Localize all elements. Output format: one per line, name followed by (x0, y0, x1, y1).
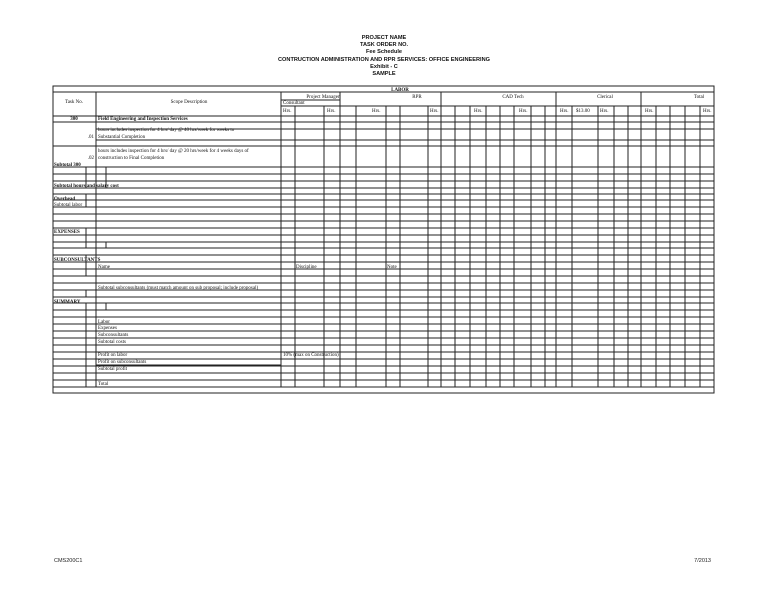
hrs-label: Hrs. (430, 109, 439, 114)
project-manager-header: Project Manager (306, 95, 340, 100)
hrs-label: Hrs. (645, 109, 654, 114)
profit-note: 10% (max on Construction) (283, 353, 339, 358)
item-01-number: .01 (87, 135, 94, 140)
sample-label: SAMPLE (372, 71, 396, 77)
task-300-number: 300 (70, 117, 78, 122)
hrs-label: Hrs. (474, 109, 483, 114)
labor-heading: LABOR (391, 88, 409, 93)
item-02-line1: hours includes inspection for 4 hrs/ day @ 20 hrs/week for 4 weeks days of (98, 149, 249, 154)
hrs-label: Hrs. (703, 109, 712, 114)
note-label: Note (387, 265, 397, 270)
subtotal-labor-label: Subtotal labor (54, 203, 83, 208)
summary-subtotal-costs: Subtotal costs (98, 340, 126, 345)
total-header: Total (693, 95, 705, 100)
summary-expenses: Expenses (98, 326, 117, 331)
item-02-number: .02 (87, 156, 94, 161)
item-02-line2: construction to Final Completion (98, 156, 165, 161)
summary-profit-labor: Profit on labor (98, 353, 128, 358)
rpr-header: RPR (412, 95, 422, 100)
hrs-label: Hrs. (560, 109, 569, 114)
task-order: TASK ORDER NO. (359, 42, 409, 48)
task-300-title: Field Engineering and Inspection Services (98, 117, 188, 122)
services-title: CONTRUCTION ADMINISTRATION AND RPR SERVICES: OFFICE ENGINEERING (278, 57, 490, 63)
discipline-label: Discipline (296, 265, 317, 270)
exhibit-label: Exhibit - C (370, 64, 398, 70)
consultant-header: Consultant (283, 101, 305, 106)
name-label: Name (98, 265, 110, 270)
project-name: PROJECT NAME (361, 35, 407, 41)
cad-tech-header: CAD Tech (502, 95, 524, 100)
footer-date: 7/2013 (694, 558, 711, 564)
clerical-header: Clerical (597, 95, 613, 100)
overhead-label: Overhead (54, 197, 76, 202)
footer-code: CMS200C1 (54, 558, 83, 564)
fee-schedule: Fee Schedule (365, 49, 403, 55)
hrs-label: Hrs. (372, 109, 381, 114)
hrs-label: Hrs. (519, 109, 528, 114)
task-no-header: Task No. (65, 100, 83, 105)
subtotal-hours-salary: Subtotal hours and salary cost (54, 184, 119, 189)
item-01-line2: Substantial Completion (98, 135, 146, 140)
summary-heading: SUMMARY (54, 300, 81, 305)
subtotal-300: Subtotal 300 (54, 163, 81, 168)
scope-description-header: Scope Description (170, 100, 208, 105)
summary-labor: Labor (98, 320, 110, 325)
subtotal-subconsultants: Subtotal subconsultants (must match amount on sub proposal; include proposal) (98, 286, 259, 291)
expenses-heading: EXPENSES (54, 230, 80, 235)
hrs-label: Hrs. (327, 109, 336, 114)
item-01-line1: hours includes inspection for 4 hrs/ day @ 40 hrs/week for weeks to (98, 128, 235, 133)
subconsultants-heading: SUBCONSULTANTS (54, 258, 101, 263)
summary-subtotal-profit: Subtotal profit (98, 367, 128, 372)
summary-total: Total (98, 382, 109, 387)
hrs-label: Hrs. (283, 109, 292, 114)
summary-subconsultants: Subconsultants (98, 333, 129, 338)
summary-profit-subconsultants: Profit on subconsultants (98, 360, 147, 365)
clerical-rate: $13.00 (576, 109, 590, 114)
hrs-label: Hrs. (600, 109, 609, 114)
